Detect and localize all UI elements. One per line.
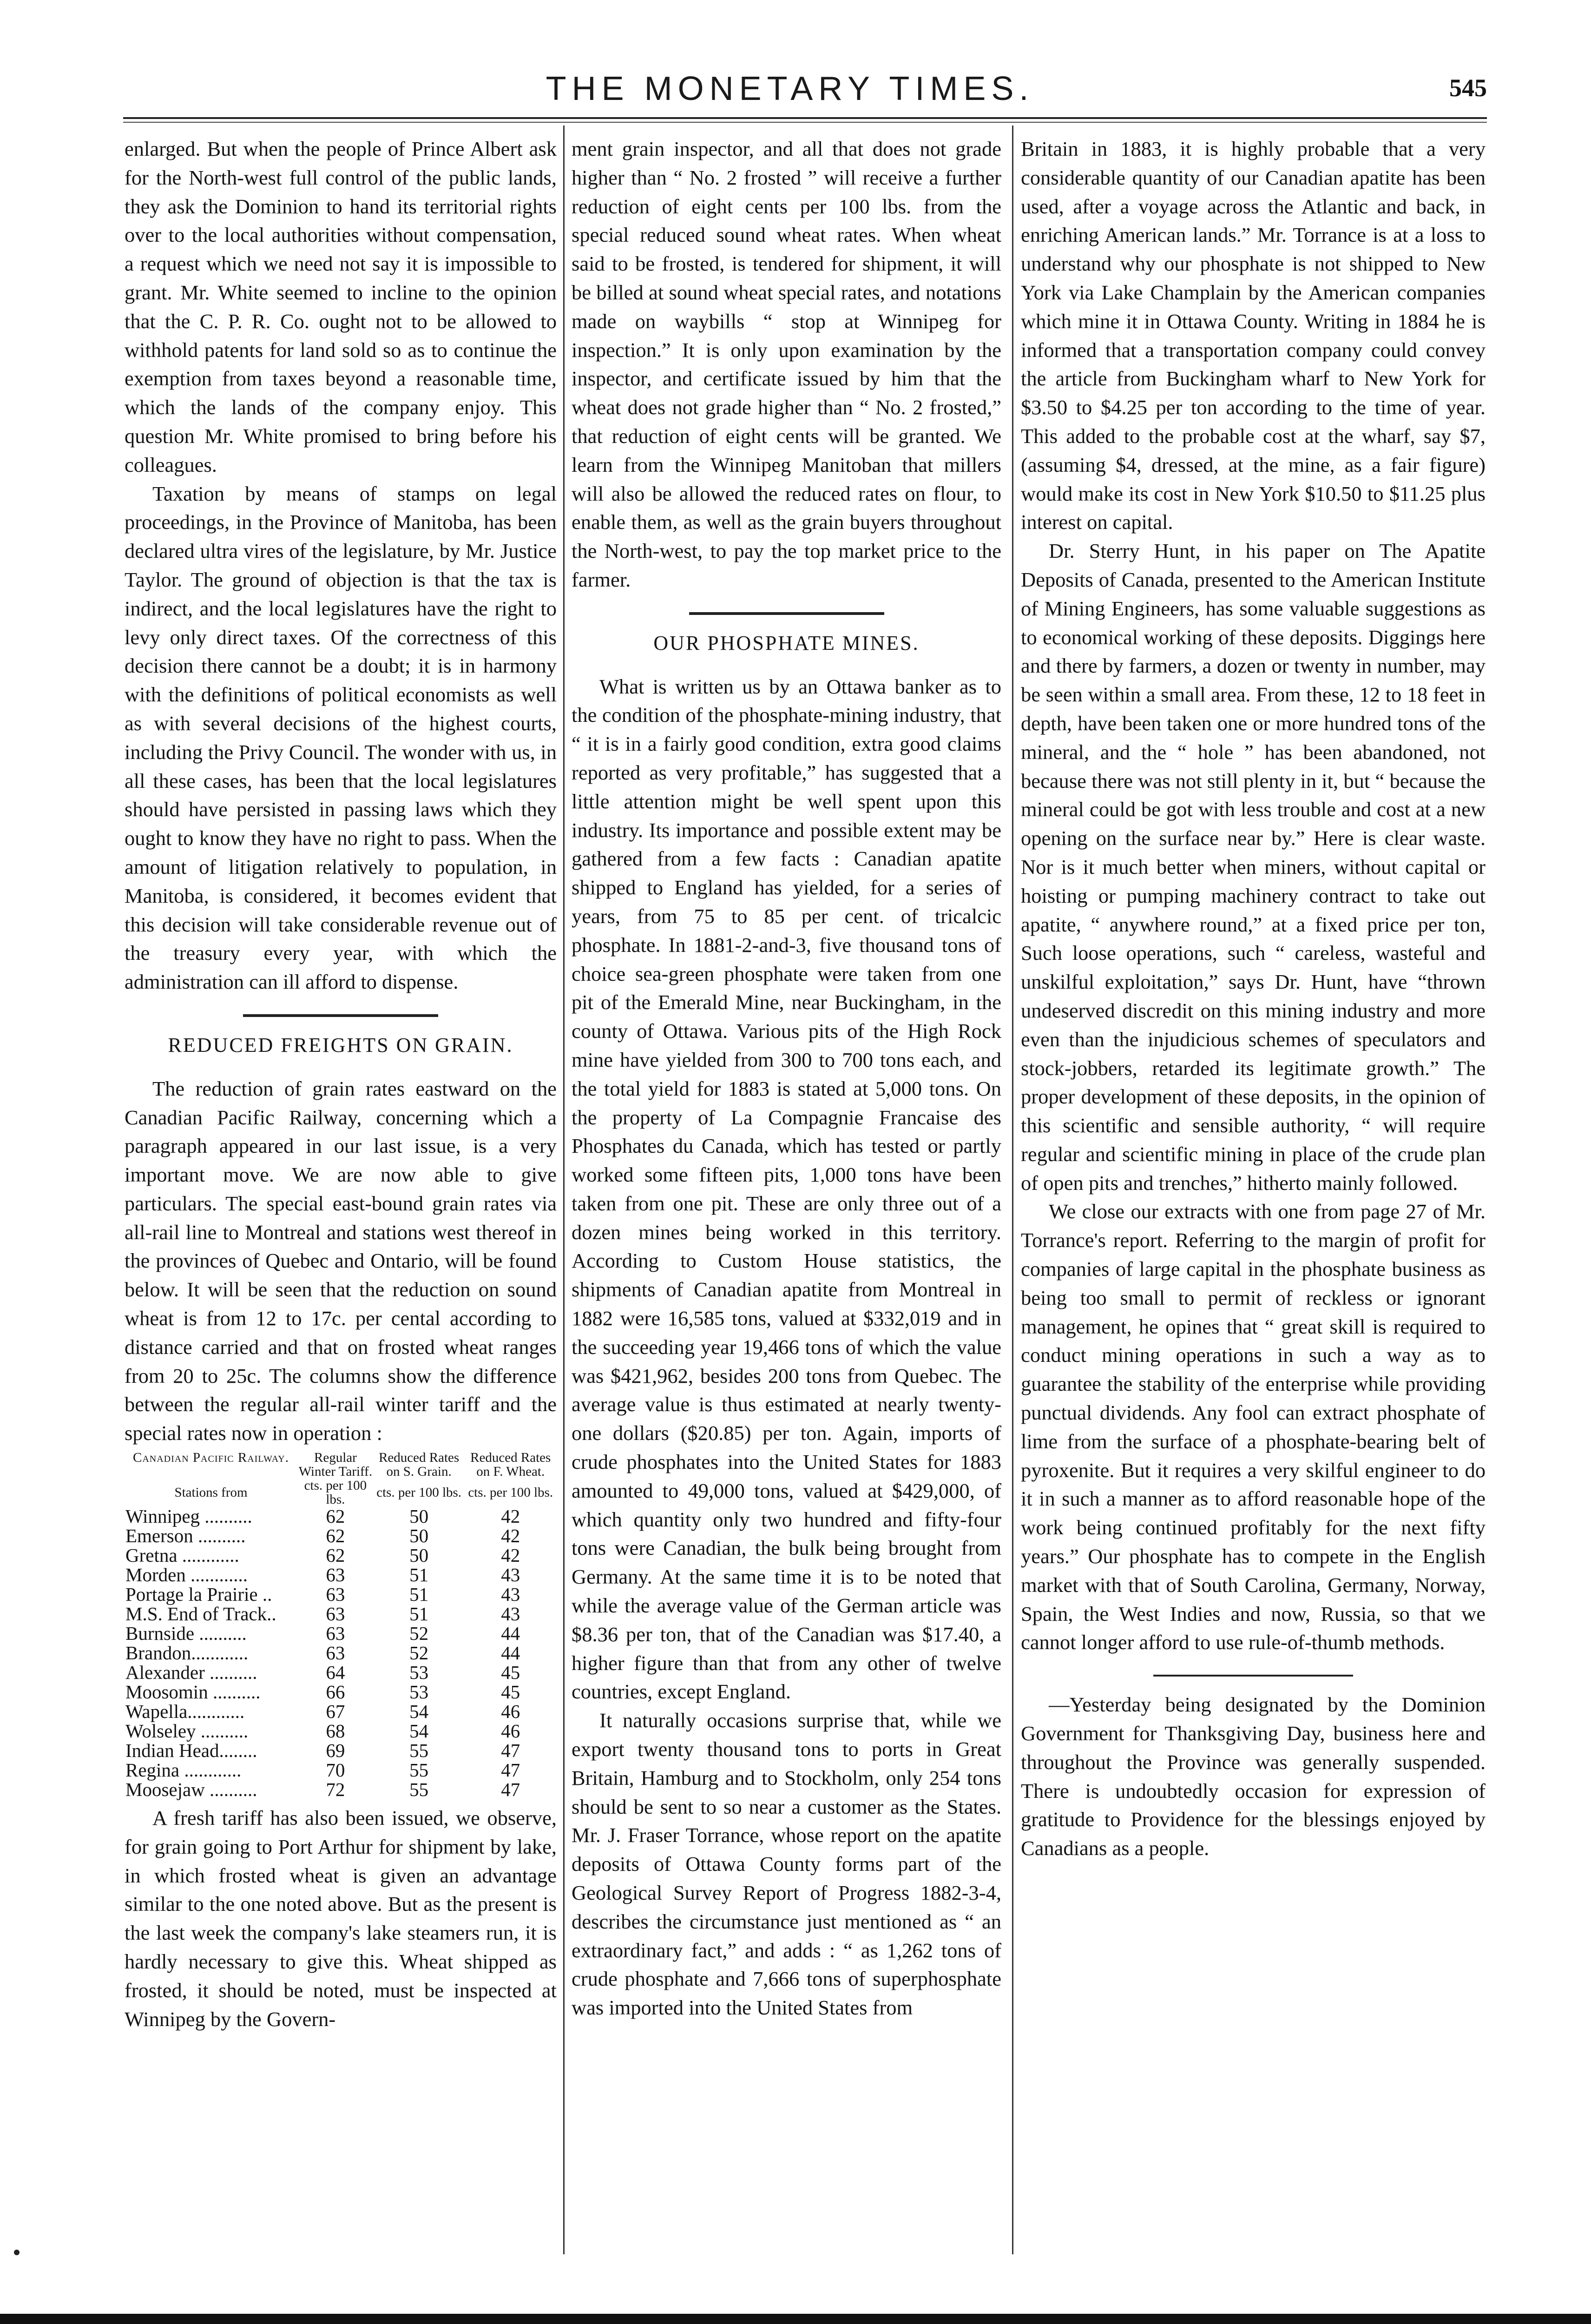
rate-value: 43 (501, 1564, 520, 1586)
column-3 (1021, 135, 1486, 1863)
table-row (125, 1721, 557, 1741)
column-1 (125, 135, 557, 2034)
rate-value: 70 (326, 1759, 345, 1781)
paragraph: ment grain inspector, and all that does not grade higher than “ No. 2 frosted ” will receive a further reduction of eight cents per 100 lbs. from the special reduced sound wheat rates. When wheat said to be frosted, is tendered for shipment, it will be billed at sound wheat special rates, and notations made on waybills “ stop at Winnipeg for inspection.” It is only upon examination by the inspector, and certificate issued by him that the wheat does not grade higher than “ No. 2 frosted,” that reduction of eight cents will be granted. We learn from the Winnipeg Manitoban that millers will also be allowed the reduced rates on flour, to enable them, as well as the grain buyers throughout the North-west, to pay the top market price to the farmer. (572, 137, 1001, 591)
rate-value: 67 (326, 1701, 345, 1723)
paragraph: —Yesterday being designated by the Dominion Government for Thanksgiving Day, business here and throughout the Province was generally suspended. There is undoubtedly occasion for expression of gratitude to Providence for the blessings enjoyed by Canadians as a people. (1021, 1693, 1486, 1860)
rate-value: 51 (409, 1584, 429, 1605)
table-row (125, 1604, 557, 1624)
rate-value: 43 (501, 1584, 520, 1605)
table-row (125, 1663, 557, 1682)
paragraph: Britain in 1883, it is highly probable that a very considerable quantity of our Canadian apatite has been used, after a voyage across the Atlantic and back, in enriching American lands.” Mr. Torrance is at a loss to understand why our phosphate is not shipped to New York via Lake Champlain by the American companies which mine it in Ottawa County. Writing in 1884 he is informed that a transportation company could convey the article from Buckingham wharf to New York for $3.50 to $4.25 per ton according to the time of year. This added to the probable cost at the wharf, say $7, (assuming $4, dressed, at the mine, as a fair figure) would make its cost in New York $10.50 to $11.25 plus interest on capital. (1021, 137, 1486, 534)
station-name: Emerson .......... (125, 1525, 246, 1547)
rate-value: 62 (326, 1525, 345, 1547)
table-row (125, 1585, 557, 1604)
rate-value: 50 (409, 1505, 429, 1527)
table-row (125, 1506, 557, 1526)
rate-value: 55 (409, 1740, 429, 1762)
paragraph: What is written us by an Ottawa banker as to the condition of the phosphate-mining industry, that “ it is in a fairly good condition, extra good claims reported as very profitable,” has suggested that a little attention might be well spent upon this industry. Its importance and possible extent may be gathered from a few facts : Canadian apatite shipped to England has yielded, for a series of years, from 75 to 85 per cent. of tricalcic phosphate. In 1881-2-and-3, five thousand tons of choice sea-green phosphate were taken from one pit of the Emerald Mine, near Buckingham, in the county of Ottawa. Various pits of the High Rock mine have yielded from 300 to 700 tons each, and the total yield for 1883 is stated at 5,000 tons. On the property of La Compagnie Francaise des Phosphates du Canada, which has tested or partly worked some fifteen pits, 1,000 tons have been taken from one pit. These are only three out of a dozen mines being worked in this territory. According to Custom House statistics, the shipments of Canadian apatite from Montreal in 1882 were 16,585 tons, valued at $332,019 and in the succeeding year 19,466 tons of which the value was $421,962, besides 200 tons from Quebec. The average value is thus estimated at nearly twenty-one dollars ($20.85) per ton. Again, imports of crude phosphates into the United States for 1883 amounted to 49,000 tons, valued at $429,000, of which quantity only two hundred and fifty-four tons were Canadian, the bulk being brought from Germany. At the same time it is to be noted that while the average value of the German article was $8.36 per ton, that of the Canadian was $17.40, a higher figure than that from any other of twelve countries, except England. (572, 674, 1001, 1703)
scan-edge-band (0, 2314, 1591, 2324)
rate-value: 51 (409, 1564, 429, 1586)
table-row (125, 1741, 557, 1760)
table-unit: cts. per 100 lbs. (376, 1485, 462, 1500)
table-row (125, 1545, 557, 1565)
rate-value: 44 (501, 1642, 520, 1664)
rate-value: 62 (326, 1505, 345, 1527)
station-name: Brandon............ (125, 1642, 249, 1664)
rate-value: 47 (501, 1779, 520, 1801)
column-2 (572, 135, 1001, 2022)
rate-value: 42 (501, 1545, 520, 1566)
section-divider (243, 1014, 438, 1017)
section-heading-phosphate: OUR PHOSPHATE MINES. (653, 631, 920, 654)
rate-value: 45 (501, 1681, 520, 1703)
rate-value: 42 (501, 1525, 520, 1547)
rate-value: 69 (326, 1740, 345, 1762)
station-name: Alexander .......... (125, 1662, 257, 1684)
table-row (125, 1643, 557, 1663)
paragraph: Taxation by means of stamps on legal proceedings, in the Province of Manitoba, has been declared ultra vires of the legislature, by Mr. Justice Taylor. The ground of objection is that the tax is indirect, and the local legislatures have the right to levy only direct taxes. Of the correctness of this decision there cannot be a doubt; it is in harmony with the definitions of political economists as well as with several decisions of the highest courts, including the Privy Council. The wonder with us, in all these cases, has been that the local legislatures should have persisted in passing laws which they ought to know they have no right to pass. When the amount of litigation relatively to population, in Manitoba, is considered, it becomes evident that this decision will take considerable revenue out of the treasury every year, with which the administration can ill afford to dispense. (125, 482, 557, 994)
rate-value: 52 (409, 1642, 429, 1664)
rate-value: 50 (409, 1525, 429, 1547)
table-header: Reduced Rates on S. Grain. (379, 1450, 460, 1479)
masthead-rule-thin (123, 122, 1487, 123)
station-name: Regina ............ (125, 1759, 242, 1781)
rate-value: 53 (409, 1681, 429, 1703)
margin-mark (14, 2250, 20, 2255)
table-header: Regular Winter Tariff. (298, 1450, 373, 1479)
table-row (125, 1526, 557, 1545)
station-name: M.S. End of Track.. (125, 1603, 276, 1625)
table-row (125, 1682, 557, 1702)
table-header: Canadian Pacific Railway. (133, 1450, 289, 1466)
rate-value: 47 (501, 1759, 520, 1781)
rate-value: 53 (409, 1662, 429, 1684)
table-units-row (125, 1479, 557, 1506)
table-unit: cts. per 100 lbs. (304, 1478, 367, 1507)
masthead-rule (123, 117, 1487, 119)
paragraph: We close our extracts with one from page 27 of Mr. Torrance's report. Referring to the margin of profit for companies of large capital in the phosphate business as being too small to permit of reckless or ignorant management, he opines that “ great skill is required to conduct mining operations in such a way as to guarantee the stability of the enterprise while providing punctual dividends. Any fool can extract phosphate of lime from the surface of a phosphate-bearing belt of pyroxenite. But it requires a very skilful engineer to do it in such a manner as to afford reasonable hope of the work being continued profitably for the next fifty years.” Our phosphate has to compete in the English market with that of South Carolina, Germany, Norway, Spain, the West Indies and now, Russia, so that we cannot longer afford to use rule-of-thumb methods. (1021, 1200, 1486, 1654)
rate-value: 47 (501, 1740, 520, 1762)
station-name: Moosejaw .......... (125, 1779, 257, 1801)
station-name: Indian Head........ (125, 1740, 257, 1762)
table-row (125, 1760, 557, 1780)
rate-value: 55 (409, 1779, 429, 1801)
table-row (125, 1702, 557, 1721)
rate-value: 66 (326, 1681, 345, 1703)
section-heading-freights: REDUCED FREIGHTS ON GRAIN. (168, 1033, 513, 1056)
rate-value: 62 (326, 1545, 345, 1566)
table-unit: Stations from (174, 1485, 248, 1500)
station-name: Burnside .......... (125, 1623, 247, 1644)
masthead-title: THE MONETARY TIMES. (546, 70, 1034, 107)
station-name: Gretna ............ (125, 1545, 239, 1566)
rate-value: 63 (326, 1564, 345, 1586)
table-row (125, 1565, 557, 1585)
rate-value: 63 (326, 1623, 345, 1644)
table-row (125, 1624, 557, 1643)
station-name: Morden ............ (125, 1564, 248, 1586)
station-name: Winnipeg .......... (125, 1505, 252, 1527)
rate-value: 43 (501, 1603, 520, 1625)
rate-value: 63 (326, 1584, 345, 1605)
table-unit: cts. per 100 lbs. (468, 1485, 553, 1500)
masthead (121, 65, 1487, 116)
table-body (125, 1506, 557, 1799)
table-header-row (125, 1451, 557, 1479)
rate-value: 63 (326, 1603, 345, 1625)
paragraph: It naturally occasions surprise that, while we export twenty thousand tons to ports in Great Britain, Hamburg and to Stockholm, only 254 tons should be sent to so near a customer as the States. Mr. J. Fraser Torrance, whose report on the apatite deposits of Ottawa County forms part of the Geological Survey Report of Progress 1882-3-4, describes the circumstance just mentioned as “ an extraordinary fact,” and adds : “ as 1,262 tons of crude phosphate and 7,666 tons of superphosphate was imported into the United States from (572, 1709, 1001, 2020)
column-divider-2 (1012, 125, 1013, 2254)
paragraph: The reduction of grain rates eastward on the Canadian Pacific Railway, concerning which a paragraph appeared in our last issue, is a very important move. We are now able to give particulars. The special east-bound grain rates via all-rail line to Montreal and stations west thereof in the provinces of Quebec and Ontario, will be found below. It will be seen that the reduction on sound wheat is from 12 to 17c. per cental according to distance carried and that on frosted wheat ranges from 20 to 25c. The columns show the difference between the regular all-rail winter tariff and the special rates now in operation : (125, 1076, 557, 1445)
paragraph: A fresh tariff has also been issued, we observe, for grain going to Port Arthur for shipment by lake, in which frosted wheat is given an advantage similar to the one noted above. But as the present is the last week the company's lake steamers run, it is hardly necessary to give this. Wheat shipped as frosted, it should be noted, must be inspected at Winnipeg by the Govern- (125, 1806, 557, 2031)
rate-value: 55 (409, 1759, 429, 1781)
rate-value: 63 (326, 1642, 345, 1664)
column-divider-1 (563, 125, 565, 2254)
rate-value: 44 (501, 1623, 520, 1644)
paragraph: enlarged. But when the people of Prince Albert ask for the North-west full control of the public lands, they ask the Dominion to hand its territorial rights over to the local authorities without compensation, a request which we need not say it is impossible to grant. Mr. White seemed to incline to the opinion that the C. P. R. Co. ought not to be allowed to withhold patents for land sold so as to continue the exemption from taxes beyond a reasonable time, which the lands of the company enjoy. This question Mr. White promised to bring before his colleagues. (125, 137, 557, 476)
station-name: Wolseley .......... (125, 1720, 249, 1742)
rate-value: 42 (501, 1505, 520, 1527)
rate-value: 72 (326, 1779, 345, 1801)
section-divider (689, 612, 884, 615)
rate-value: 68 (326, 1720, 345, 1742)
paragraph: Dr. Sterry Hunt, in his paper on The Apatite Deposits of Canada, presented to the American Institute of Mining Engineers, has some valuable suggestions as to economical working of these deposits. Diggings here and there by farmers, a dozen or twenty in number, may be seen within a small area. From these, 12 to 18 feet in depth, have been taken one or more hundred tons of the mineral, and the “ hole ” has been abandoned, not because there was not still plenty in it, but “ because the mineral could be got with less trouble and cost at a new opening on the surface near by.” Here is clear waste. Nor is it much better when miners, without capital or hoisting or pumping machinery contract to take out apatite, “ anywhere round,” at a fixed price per ton, Such loose operations, such “ careless, wasteful and unskilful exploitation,” says Dr. Hunt, have “thrown undeserved discredit on this mining industry and more even than the injudicious schemes of speculators and stock-jobbers, retarded its legitimate growth.” The proper development of these deposits, in the opinion of this scientific and sensible authority, “ will require regular and scientific mining in place of the crude plan of open pits and trenches,” hitherto mainly followed. (1021, 539, 1486, 1195)
rate-value: 52 (409, 1623, 429, 1644)
grain-rates-table (125, 1451, 557, 1799)
section-divider (1153, 1675, 1353, 1677)
station-name: Moosomin .......... (125, 1681, 261, 1703)
page-number: 545 (1449, 74, 1487, 102)
rate-value: 54 (409, 1720, 429, 1742)
station-name: Portage la Prairie .. (125, 1584, 272, 1605)
rate-value: 54 (409, 1701, 429, 1723)
rate-value: 64 (326, 1662, 345, 1684)
table-row (125, 1780, 557, 1799)
rate-value: 45 (501, 1662, 520, 1684)
rate-value: 51 (409, 1603, 429, 1625)
rate-value: 46 (501, 1720, 520, 1742)
station-name: Wapella............ (125, 1701, 245, 1723)
table-header: Reduced Rates on F. Wheat. (470, 1450, 551, 1479)
rate-value: 46 (501, 1701, 520, 1723)
rate-value: 50 (409, 1545, 429, 1566)
